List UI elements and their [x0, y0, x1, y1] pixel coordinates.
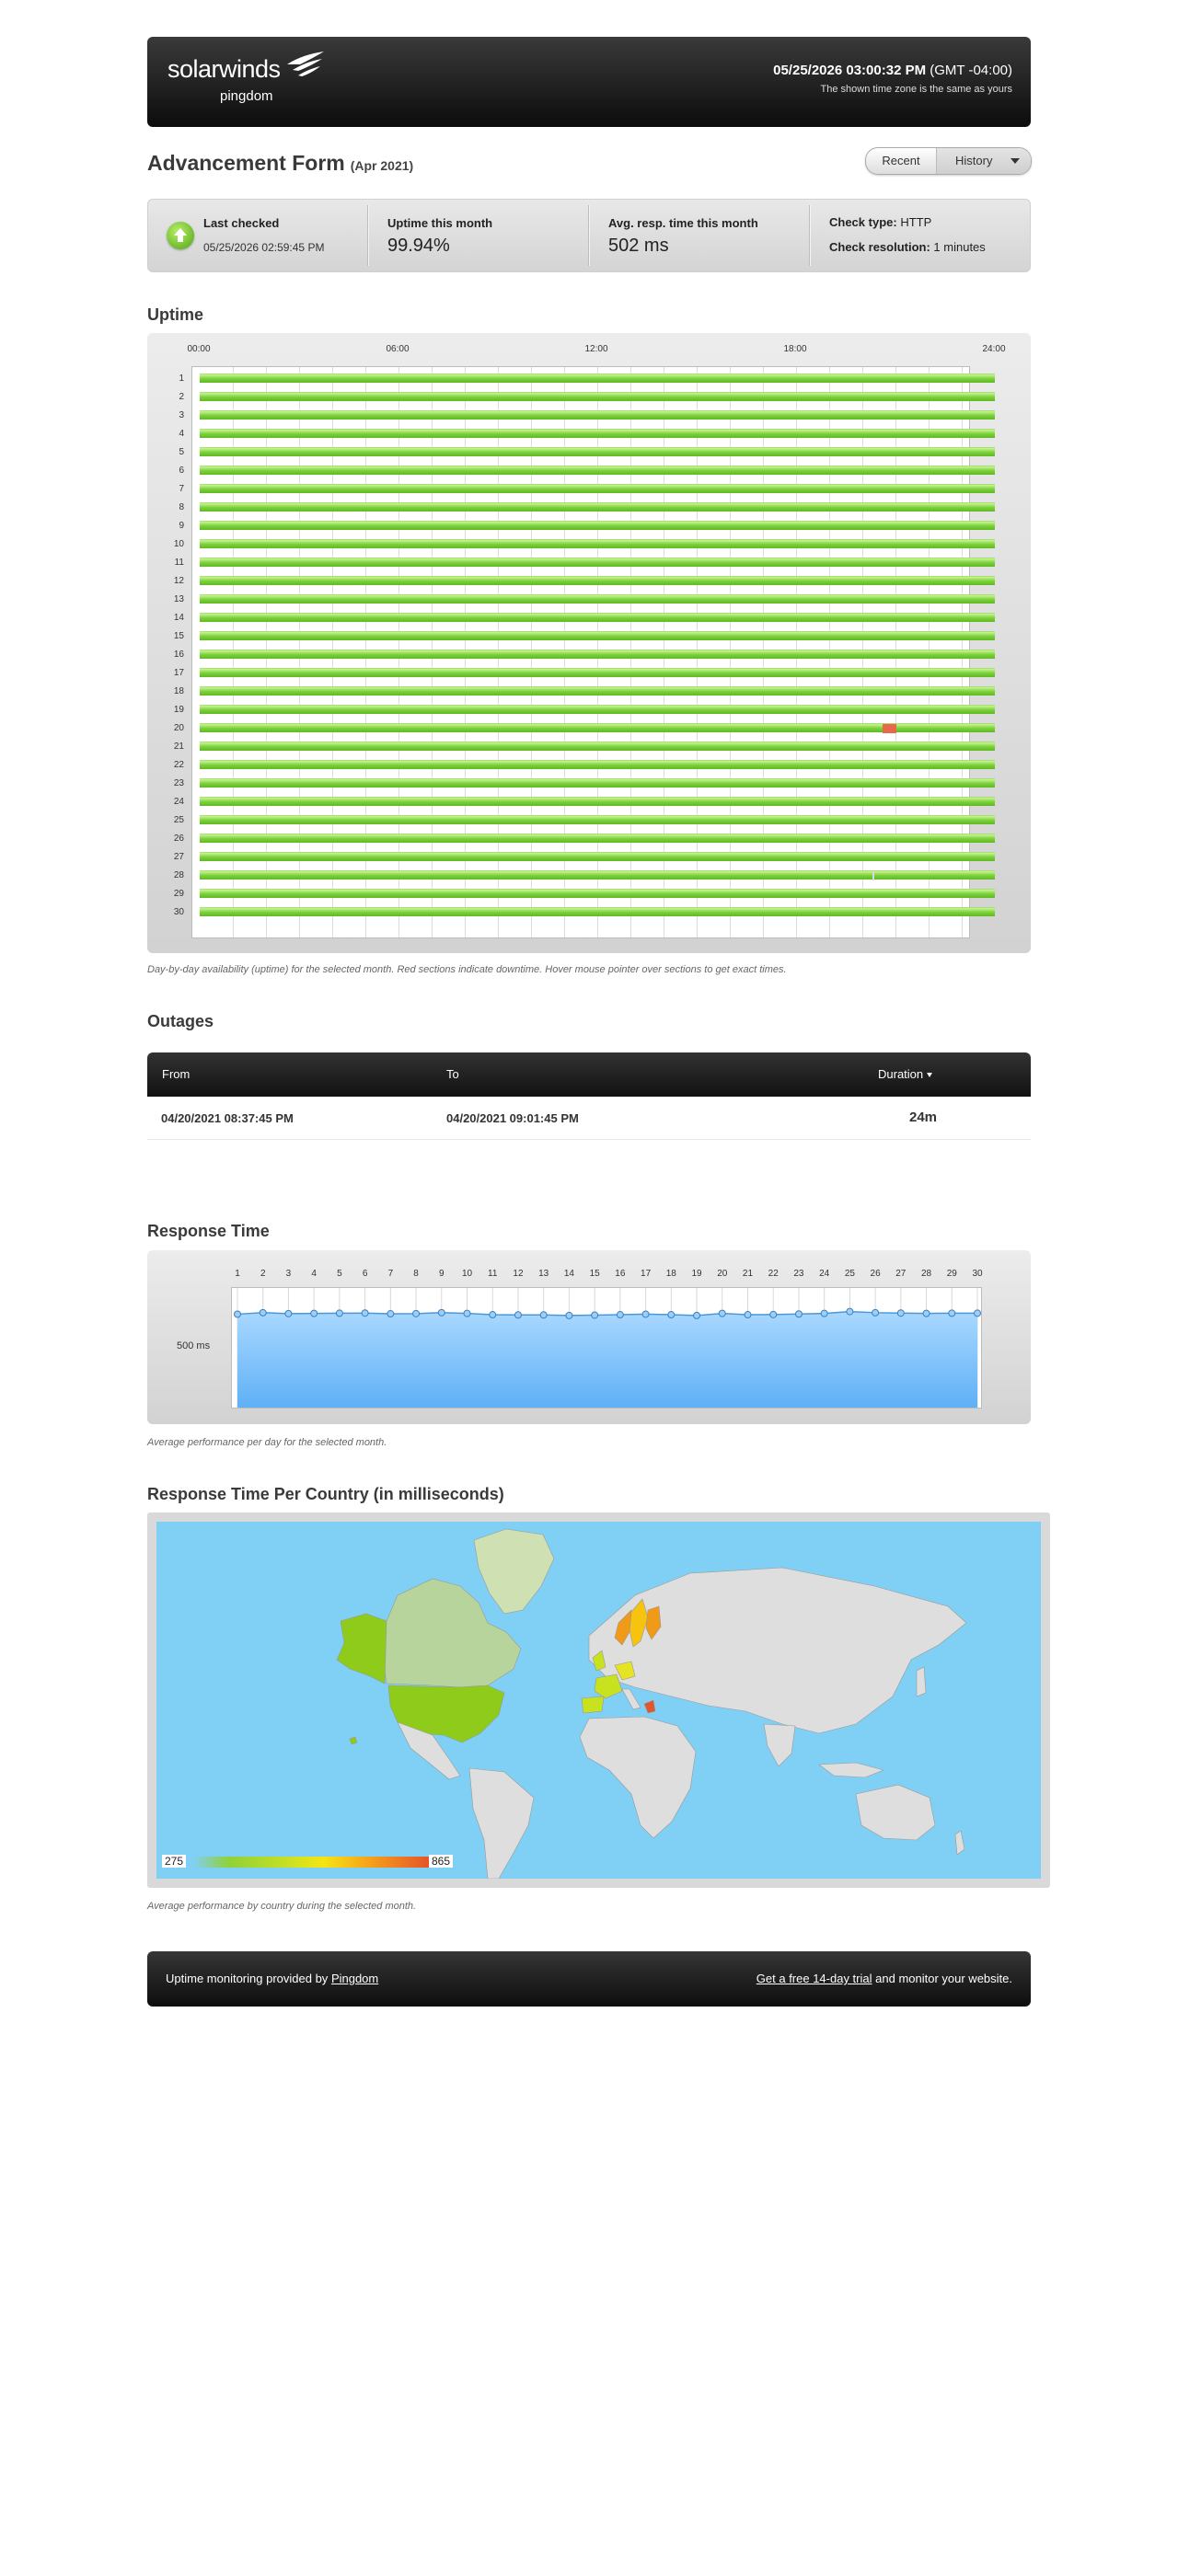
uptime-day-bar[interactable]: [200, 631, 995, 640]
last-checked-value: 05/25/2026 02:59:45 PM: [203, 241, 325, 254]
x-tick-label: 28: [920, 1269, 932, 1279]
response-point[interactable]: [975, 1310, 981, 1317]
response-point[interactable]: [311, 1310, 318, 1317]
day-label: 2: [179, 392, 184, 402]
check-type-value: HTTP: [900, 215, 932, 229]
response-area-chart: [232, 1288, 981, 1408]
uptime-day-bar[interactable]: [200, 760, 995, 769]
x-tick-label: 10: [461, 1269, 473, 1279]
x-tick-label: 25: [844, 1269, 855, 1279]
period-label: (Apr 2021): [350, 158, 414, 173]
timezone: (GMT -04:00): [930, 63, 1012, 78]
response-point[interactable]: [362, 1310, 368, 1317]
response-chart: [147, 1250, 1031, 1424]
day-label: 6: [179, 466, 184, 476]
uptime-day-bar[interactable]: [200, 576, 995, 585]
uptime-day-bar[interactable]: [200, 521, 995, 530]
avg-response-value: 502 ms: [608, 236, 669, 256]
x-tick-label: 22: [768, 1269, 779, 1279]
tab-history-label: History: [955, 154, 993, 167]
uptime-label: Uptime this month: [387, 216, 493, 230]
day-label: 4: [179, 429, 184, 439]
legend-gradient: [193, 1857, 429, 1868]
x-tick-label: 20: [717, 1269, 728, 1279]
india-shape: [764, 1724, 795, 1766]
response-point[interactable]: [668, 1312, 675, 1318]
uptime-day-bar[interactable]: [200, 594, 995, 604]
x-tick-label: 5: [337, 1269, 342, 1279]
day-label: 11: [174, 558, 184, 568]
check-info: [829, 215, 986, 287]
uptime-day-bar[interactable]: [200, 429, 995, 438]
day-label: 23: [173, 778, 184, 788]
country-map: [147, 1512, 1050, 1888]
day-label: 29: [173, 889, 184, 899]
response-point[interactable]: [949, 1310, 955, 1317]
response-point[interactable]: [745, 1312, 751, 1318]
response-caption: Average performance per day for the selected month.: [147, 1437, 387, 1448]
x-tick-label: 15: [589, 1269, 600, 1279]
footer-right-text: and monitor your website.: [875, 1972, 1012, 1985]
uptime-day-bar[interactable]: [200, 797, 995, 806]
map-caption: Average performance by country during the selected month.: [147, 1901, 417, 1912]
page-title: [147, 151, 413, 176]
south-america-shape: [469, 1768, 534, 1879]
tab-history-dropdown[interactable]: [937, 148, 1031, 174]
uptime-heading: Uptime: [147, 305, 204, 324]
uptime-day-bar[interactable]: [200, 907, 995, 916]
hour-axis: [147, 344, 1031, 357]
pingdom-link[interactable]: Pingdom: [330, 1972, 379, 1985]
unknown-segment[interactable]: [872, 871, 874, 880]
day-label: 16: [173, 650, 184, 660]
col-duration-label: Duration: [878, 1067, 924, 1081]
response-point[interactable]: [540, 1312, 547, 1318]
free-trial-link[interactable]: Get a free 14-day trial: [756, 1972, 872, 1985]
x-tick-label: 30: [972, 1269, 983, 1279]
status-up-icon: [167, 222, 194, 249]
uptime-day-bar[interactable]: [200, 668, 995, 677]
uptime-day-bar[interactable]: [200, 613, 995, 622]
day-label: 30: [173, 907, 184, 917]
uptime-day-bar[interactable]: [200, 484, 995, 493]
uptime-day-bar[interactable]: [200, 889, 995, 898]
server-time: [773, 63, 1012, 95]
uptime-grid: [191, 366, 970, 938]
day-label: 17: [173, 668, 184, 678]
x-tick-label: 7: [387, 1269, 394, 1279]
day-label: 24: [173, 797, 184, 807]
brand-name: solarwinds: [167, 55, 281, 83]
response-point[interactable]: [464, 1310, 470, 1317]
x-tick-label: 2: [260, 1269, 266, 1279]
response-point[interactable]: [413, 1310, 420, 1317]
uptime-day-bar[interactable]: [200, 705, 995, 714]
day-label: 7: [179, 484, 184, 494]
response-point[interactable]: [514, 1312, 521, 1318]
response-point[interactable]: [260, 1309, 266, 1316]
uptime-day-bar[interactable]: [200, 815, 995, 824]
uptime-day-bar[interactable]: [200, 447, 995, 456]
hour-label: 18:00: [783, 344, 807, 354]
response-point[interactable]: [923, 1310, 930, 1317]
outage-to: 04/20/2021 09:01:45 PM: [446, 1111, 579, 1125]
check-type-label: Check type:: [829, 215, 897, 229]
tab-recent[interactable]: Recent: [866, 148, 937, 174]
day-label: 28: [173, 870, 184, 880]
day-label: 20: [173, 723, 184, 733]
legend-min: 275: [162, 1855, 186, 1868]
uptime-day-bar[interactable]: [200, 778, 995, 788]
day-label: 26: [173, 834, 184, 844]
outage-duration: 24m: [909, 1110, 938, 1125]
response-point[interactable]: [821, 1310, 827, 1317]
divider: [367, 205, 368, 266]
col-from[interactable]: From: [162, 1067, 191, 1081]
uptime-day-bar[interactable]: [200, 852, 995, 861]
response-point[interactable]: [694, 1312, 700, 1318]
x-tick-label: 23: [793, 1269, 804, 1279]
divider: [809, 205, 810, 266]
uptime-day-bar[interactable]: [200, 723, 995, 732]
uptime-day-bar[interactable]: [200, 834, 995, 843]
footer-left-text: Uptime monitoring provided by: [166, 1972, 329, 1985]
x-tick-label: 21: [742, 1269, 754, 1279]
japan-shape: [917, 1667, 926, 1696]
view-tabs: [865, 147, 1032, 175]
response-point[interactable]: [872, 1309, 879, 1316]
uptime-day-bar[interactable]: [200, 502, 995, 512]
response-point[interactable]: [490, 1312, 496, 1318]
divider: [588, 205, 589, 266]
footer-left: [166, 1972, 378, 1985]
response-heading: Response Time: [147, 1222, 270, 1240]
chevron-down-icon: [1011, 158, 1020, 164]
day-label: 25: [173, 815, 184, 825]
footer-right: [756, 1972, 1012, 1985]
x-tick-label: 13: [538, 1269, 549, 1279]
greece-shape: [644, 1700, 655, 1713]
header-bar: [147, 37, 1031, 127]
day-label: 19: [173, 705, 184, 715]
hour-label: 12:00: [584, 344, 608, 354]
australia-shape: [856, 1785, 935, 1840]
day-label: 8: [179, 502, 184, 512]
greenland-shape: [474, 1529, 554, 1614]
response-point[interactable]: [719, 1310, 725, 1317]
x-tick-label: 9: [439, 1269, 445, 1279]
product-name: pingdom: [220, 88, 273, 104]
response-point[interactable]: [642, 1311, 649, 1317]
alaska-shape: [337, 1614, 387, 1684]
hour-label: 24:00: [982, 344, 1006, 354]
x-tick-label: 4: [311, 1269, 317, 1279]
response-point[interactable]: [795, 1311, 802, 1317]
france-shape: [595, 1674, 622, 1698]
x-tick-label: 11: [488, 1269, 498, 1279]
response-point[interactable]: [770, 1311, 777, 1317]
solarwinds-pingdom-logo[interactable]: [167, 55, 281, 104]
day-label: 14: [173, 613, 184, 623]
uptime-stat: [387, 216, 492, 288]
uptime-day-bar[interactable]: [200, 742, 995, 751]
day-label: 15: [173, 631, 184, 641]
day-label: 12: [173, 576, 184, 586]
response-point[interactable]: [566, 1312, 572, 1318]
solarwinds-bird-icon: [285, 52, 326, 83]
day-label: 27: [173, 852, 184, 862]
response-point[interactable]: [897, 1310, 904, 1317]
response-area: [237, 1312, 977, 1408]
spain-shape: [582, 1696, 604, 1713]
downtime-segment[interactable]: [883, 724, 896, 733]
x-tick-label: 27: [895, 1269, 907, 1279]
x-tick-label: 1: [235, 1269, 240, 1279]
x-tick-label: 24: [819, 1269, 830, 1279]
response-plot-area: [231, 1287, 982, 1409]
summary-panel: [147, 199, 1031, 272]
avg-response-stat: [608, 216, 758, 288]
world-map-svg: [156, 1522, 1041, 1879]
uptime-day-bar[interactable]: [200, 466, 995, 475]
response-point[interactable]: [387, 1311, 394, 1317]
uptime-day-bar[interactable]: [200, 558, 995, 567]
uptime-day-bar[interactable]: [200, 650, 995, 659]
eurasia-shape: [589, 1568, 966, 1733]
x-tick-label: 12: [513, 1269, 524, 1279]
x-tick-label: 19: [691, 1269, 702, 1279]
uptime-value: 99.94%: [387, 236, 450, 256]
day-label: 13: [173, 594, 184, 604]
check-resolution-label: Check resolution:: [829, 240, 930, 254]
hour-label: 06:00: [386, 344, 410, 354]
uptime-day-bar[interactable]: [200, 374, 995, 383]
new-zealand-shape: [955, 1831, 964, 1855]
x-tick-label: 3: [285, 1269, 292, 1279]
x-tick-label: 8: [413, 1269, 419, 1279]
y-tick-label: 500 ms: [177, 1340, 211, 1351]
world-map[interactable]: [156, 1522, 1041, 1879]
sort-down-icon: [927, 1073, 932, 1077]
africa-shape: [580, 1717, 696, 1838]
indonesia-shape: [819, 1763, 884, 1777]
response-point[interactable]: [336, 1310, 342, 1317]
check-name: Advancement Form: [147, 151, 345, 175]
day-label: 21: [173, 742, 184, 752]
response-point[interactable]: [438, 1309, 445, 1316]
uptime-caption: Day-by-day availability (uptime) for the selected month. Red sections indicate downtime. Hover mouse pointer over sections to get exact times.: [147, 964, 787, 975]
day-label: 1: [179, 374, 184, 384]
day-label: 18: [173, 686, 184, 696]
table-row: [147, 1097, 1031, 1140]
uptime-day-bar[interactable]: [200, 870, 995, 880]
avg-response-label: Avg. resp. time this month: [608, 216, 758, 230]
check-resolution-value: 1 minutes: [933, 240, 986, 254]
day-label: 9: [179, 521, 184, 531]
col-duration[interactable]: [878, 1067, 932, 1081]
hawaii-shape: [350, 1737, 357, 1744]
response-point[interactable]: [285, 1310, 292, 1317]
last-checked-label: Last checked: [203, 216, 280, 230]
col-to[interactable]: To: [446, 1067, 459, 1081]
outage-from: 04/20/2021 08:37:45 PM: [161, 1111, 294, 1125]
x-tick-label: 16: [615, 1269, 626, 1279]
timezone-note: The shown time zone is the same as yours: [820, 84, 1012, 95]
footer: [147, 1951, 1031, 2007]
response-point[interactable]: [592, 1312, 598, 1318]
hour-label: 00:00: [187, 344, 211, 354]
day-label: 5: [179, 447, 184, 457]
outages-heading: Outages: [147, 1012, 214, 1030]
uptime-day-bar[interactable]: [200, 392, 995, 401]
response-point[interactable]: [847, 1308, 853, 1315]
x-tick-label: 17: [641, 1269, 652, 1279]
day-label: 3: [179, 410, 184, 420]
day-label: 10: [173, 539, 184, 549]
map-heading: Response Time Per Country (in milliseconds): [147, 1485, 504, 1503]
current-datetime: 05/25/2026 03:00:32 PM: [773, 63, 927, 78]
uptime-chart: [147, 333, 1031, 953]
outages-table-header: [147, 1052, 1031, 1097]
day-label: 22: [173, 760, 184, 770]
response-point[interactable]: [235, 1311, 241, 1317]
uptime-day-bar[interactable]: [200, 410, 995, 420]
italy-shape: [622, 1689, 641, 1709]
x-tick-label: 26: [870, 1269, 881, 1279]
legend-max: 865: [429, 1855, 453, 1868]
uptime-day-bar[interactable]: [200, 686, 995, 696]
x-tick-label: 14: [563, 1269, 574, 1279]
response-point[interactable]: [617, 1312, 623, 1318]
x-tick-label: 6: [362, 1269, 368, 1279]
uptime-day-bar[interactable]: [200, 539, 995, 548]
last-checked: [203, 216, 324, 288]
x-tick-label: 18: [665, 1269, 676, 1279]
x-tick-label: 29: [946, 1269, 957, 1279]
